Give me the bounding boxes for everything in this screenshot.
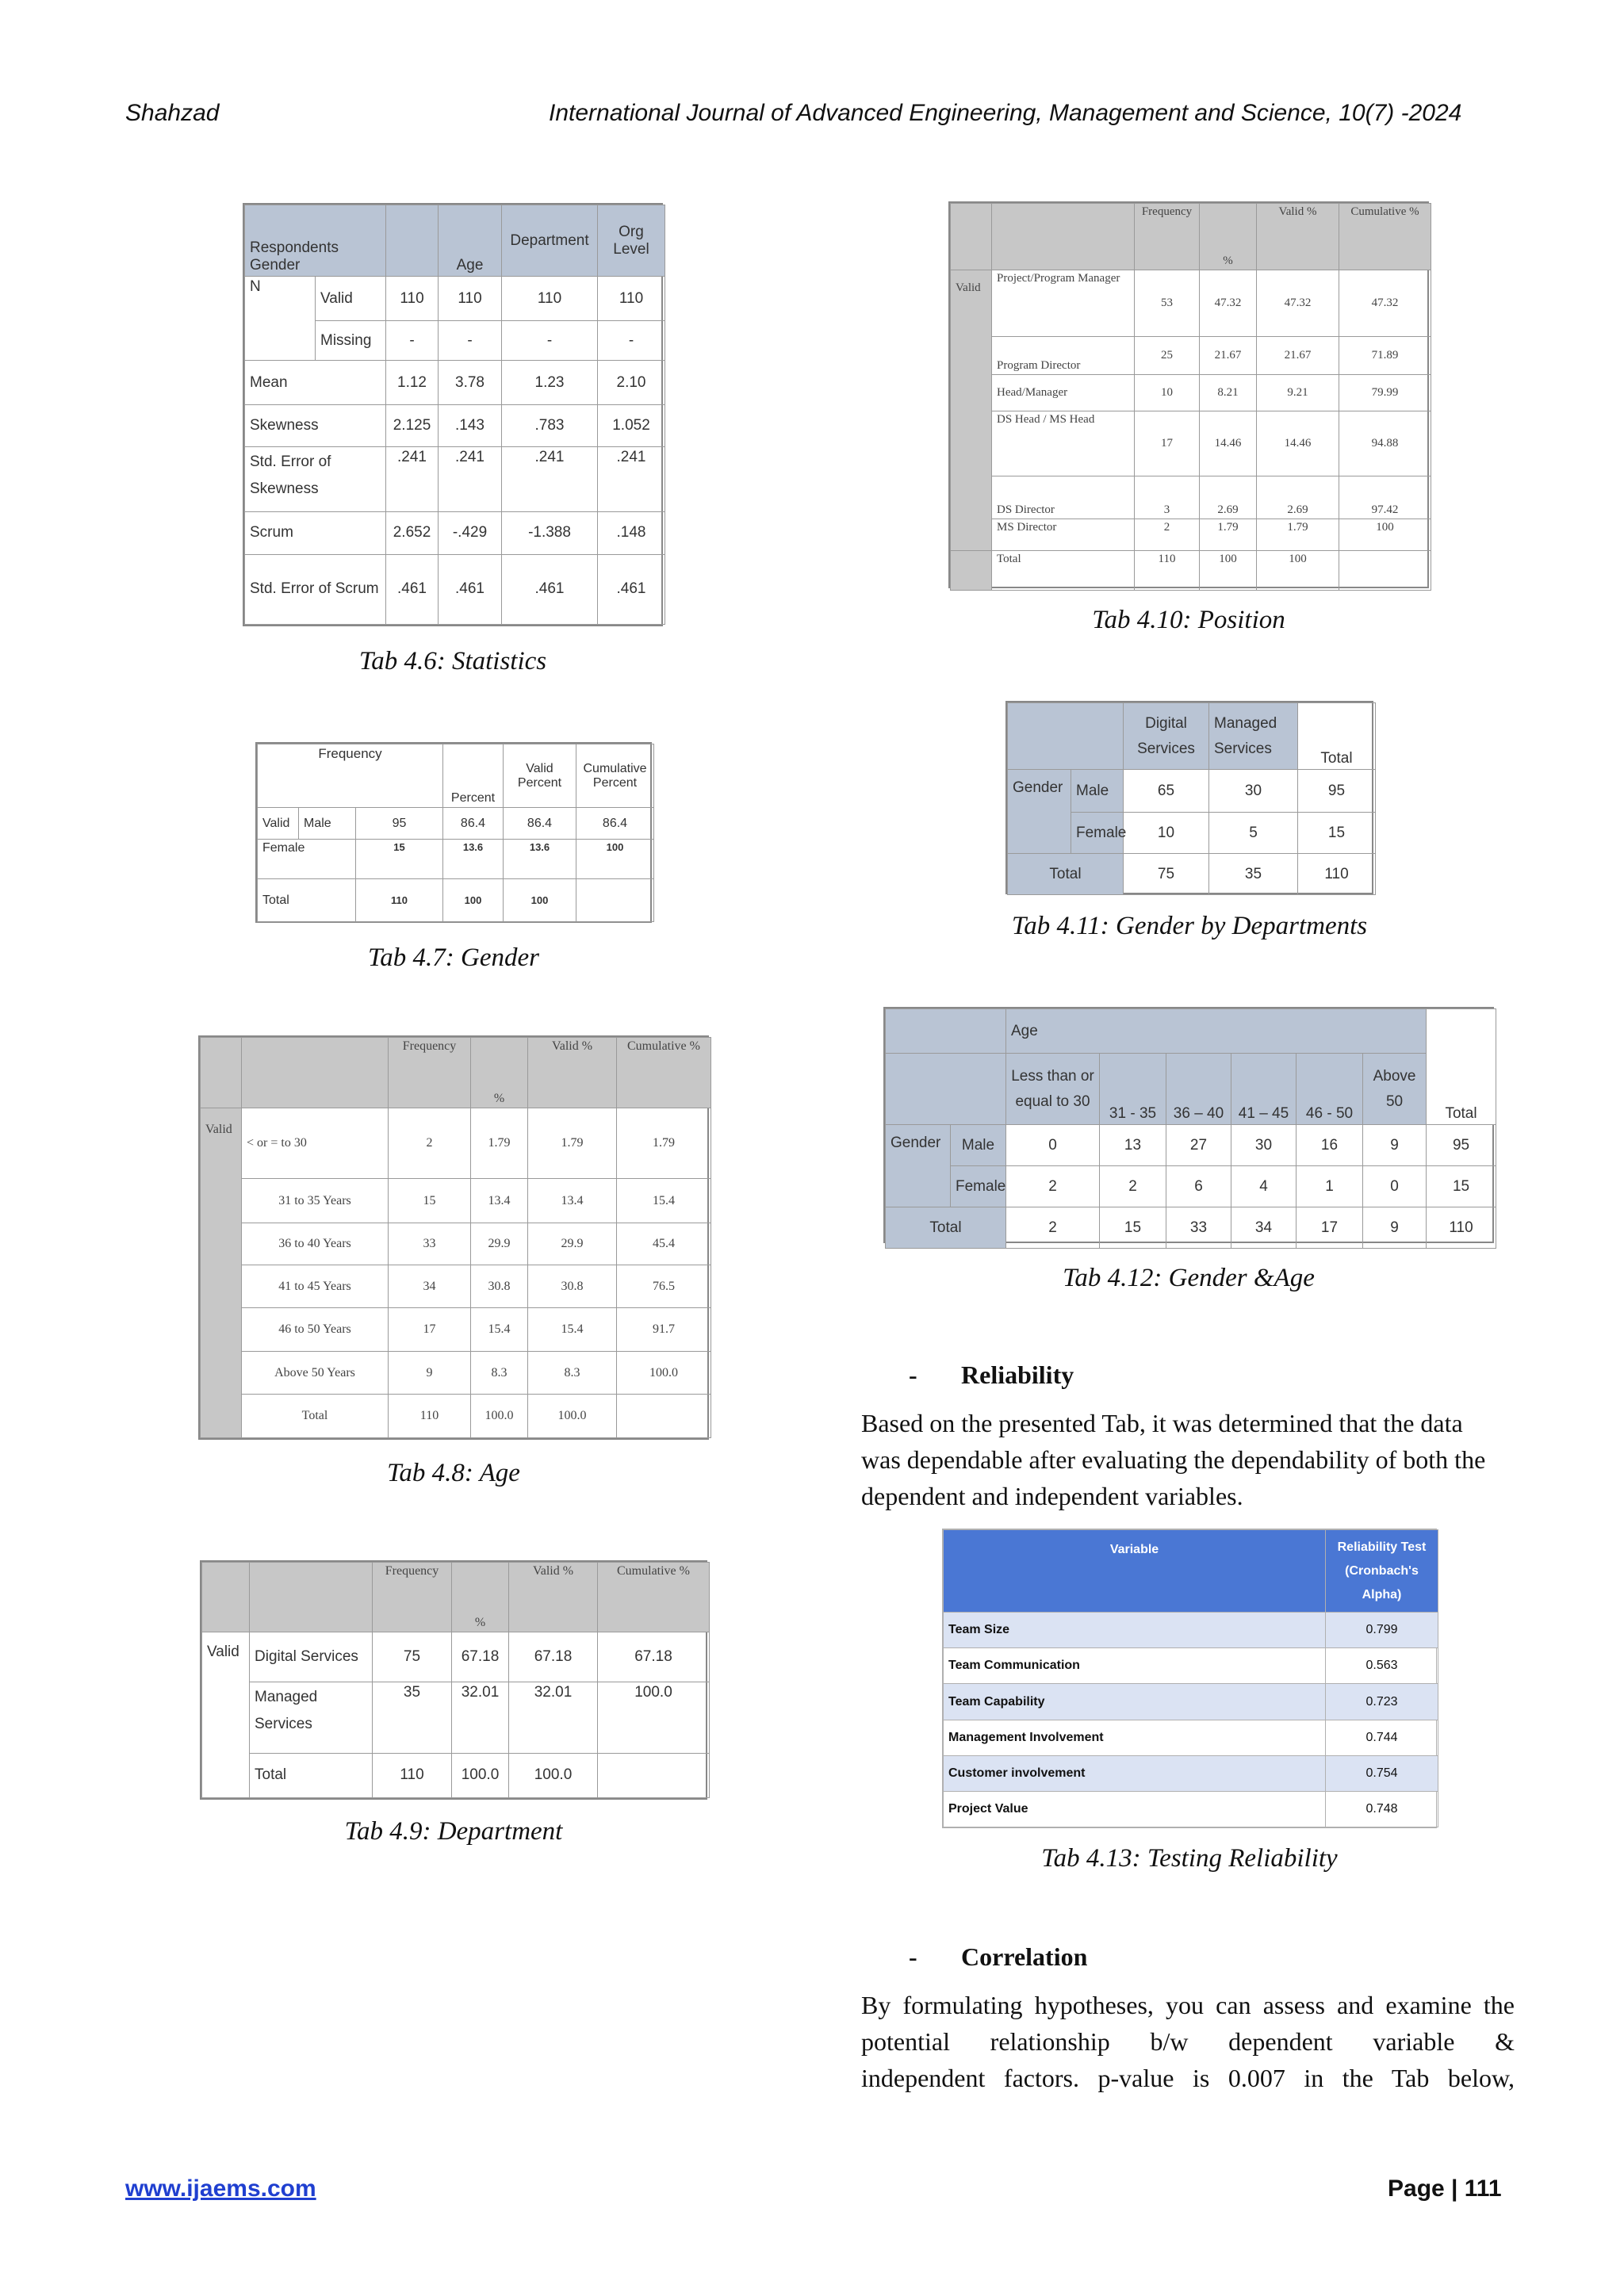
table-cell: .461: [386, 554, 439, 624]
row-label: Total: [886, 1207, 1006, 1249]
table-cell: 27: [1166, 1125, 1231, 1166]
table-cell: 10: [1124, 813, 1209, 854]
table-cell: 110: [502, 277, 598, 321]
gender-age-table: [883, 1007, 1494, 1243]
table-cell: 1.79: [1200, 519, 1257, 551]
table-cell: 13.6: [504, 840, 576, 879]
table-cell: 71.89: [1339, 337, 1431, 375]
header-percent: %: [1200, 204, 1257, 270]
table-cell: 15.4: [471, 1308, 528, 1352]
age-table: [198, 1035, 709, 1440]
table-cell: 1: [1297, 1166, 1363, 1207]
table-cell: 100.0: [471, 1395, 528, 1438]
table-cell: 67.18: [598, 1632, 710, 1682]
header-cumulative-percent: Cumulative %: [617, 1038, 711, 1108]
table-cell: 75: [373, 1632, 452, 1682]
table-cell: 2.125: [386, 405, 439, 446]
table-cell: 33: [1166, 1207, 1231, 1249]
table-cell: 13.4: [471, 1178, 528, 1223]
gender-label: Gender: [886, 1125, 951, 1207]
header-cumulative-percent: Cumulative %: [598, 1563, 710, 1632]
table-cell: 100.0: [617, 1351, 711, 1395]
row-label: Skewness: [245, 405, 386, 446]
table-cell: 0.723: [1326, 1684, 1438, 1720]
table-cell: 100.0: [528, 1395, 617, 1438]
table-cell: 15: [356, 840, 443, 879]
table-cell: .143: [439, 405, 502, 446]
row-label: Male: [1071, 770, 1124, 813]
table-cell: 14.46: [1200, 411, 1257, 476]
table-cell: 9: [1363, 1125, 1427, 1166]
table-cell: 33: [389, 1223, 471, 1265]
caption-tab-4-13: Tab 4.13: Testing Reliability: [1041, 1844, 1338, 1873]
table-cell: 110: [373, 1753, 452, 1797]
table-cell: 21.67: [1257, 337, 1339, 375]
row-label: Female: [1071, 813, 1124, 854]
table-cell: -: [439, 321, 502, 361]
table-cell: 17: [1135, 411, 1200, 476]
table-cell: 53: [1135, 270, 1200, 337]
table-cell: 1.79: [1257, 519, 1339, 551]
table-cell: 4: [1231, 1166, 1297, 1207]
table-cell: 1.052: [598, 405, 665, 446]
table-cell: 32.01: [452, 1682, 509, 1753]
table-cell: 86.4: [576, 808, 654, 840]
header-valid-percent: Valid Percent: [504, 744, 576, 808]
table-cell: 110: [389, 1395, 471, 1438]
row-label: Total: [258, 879, 356, 922]
table-cell: 47.32: [1200, 270, 1257, 337]
table-cell: 15: [1100, 1207, 1166, 1249]
table-cell: [1339, 551, 1431, 591]
header-age-41-45: 41 – 45: [1231, 1054, 1297, 1125]
valid-label: Valid: [258, 808, 299, 840]
table-cell: 34: [1231, 1207, 1297, 1249]
row-label: Digital Services: [250, 1632, 373, 1682]
reliability-heading: Reliability: [961, 1360, 1074, 1389]
table-cell: 97.42: [1339, 476, 1431, 519]
table-cell: 100.0: [452, 1753, 509, 1797]
row-label: Female: [258, 840, 356, 879]
table-cell: 1.79: [471, 1108, 528, 1178]
table-cell: 15: [1427, 1166, 1496, 1207]
table-cell: 0.563: [1326, 1648, 1438, 1684]
table-cell: 2: [1006, 1166, 1100, 1207]
table-cell: 1.79: [617, 1108, 711, 1178]
header-managed-services: Managed Services: [1209, 703, 1298, 770]
table-cell: .783: [502, 405, 598, 446]
table-cell: 14.46: [1257, 411, 1339, 476]
table-cell: 15.4: [528, 1308, 617, 1352]
table-cell: 2.69: [1257, 476, 1339, 519]
row-label: Program Director: [992, 337, 1135, 375]
header-percent: %: [452, 1563, 509, 1632]
table-cell: -: [598, 321, 665, 361]
table-cell: 13.4: [528, 1178, 617, 1223]
table-cell: 100: [1339, 519, 1431, 551]
missing-label: Missing: [316, 321, 386, 361]
valid-label: Valid: [202, 1632, 250, 1798]
row-label: Above 50 Years: [242, 1351, 389, 1395]
table-cell: 34: [389, 1265, 471, 1308]
row-label: Total: [992, 551, 1135, 591]
table-cell: 95: [356, 808, 443, 840]
table-cell: 75: [1124, 854, 1209, 895]
table-cell: 13.6: [443, 840, 504, 879]
table-cell: 13: [1100, 1125, 1166, 1166]
table-cell: 79.99: [1339, 375, 1431, 411]
correlation-line: By formulating hypotheses, you can assess and examine the: [861, 1991, 1515, 2019]
correlation-line: independent factors. p-value is 0.007 in the Tab below,: [861, 2064, 1515, 2092]
table-cell: .461: [598, 554, 665, 624]
row-label: Project/Program Manager: [992, 270, 1135, 337]
header-journal: International Journal of Advanced Engineering, Management and Science, 10(7) -2024: [549, 100, 1462, 126]
table-cell: 1.79: [528, 1108, 617, 1178]
table-cell: 100: [1200, 551, 1257, 591]
header-percent: %: [471, 1038, 528, 1108]
table-cell: 0.744: [1326, 1720, 1438, 1755]
row-label: DS Director: [992, 476, 1135, 519]
table-cell: 95: [1427, 1125, 1496, 1166]
header-department: Department: [502, 205, 598, 277]
valid-label: Valid: [201, 1108, 242, 1437]
header-valid-percent: Valid %: [528, 1038, 617, 1108]
table-cell: 3: [1135, 476, 1200, 519]
table-cell: 86.4: [504, 808, 576, 840]
table-cell: 1.12: [386, 361, 439, 405]
row-label: Team Communication: [944, 1648, 1326, 1684]
table-cell: 8.3: [528, 1351, 617, 1395]
caption-tab-4-11: Tab 4.11: Gender by Departments: [1011, 912, 1368, 940]
header-valid-percent: Valid %: [509, 1563, 598, 1632]
header-reliability-test: Reliability Test (Cronbach's Alpha): [1326, 1530, 1438, 1613]
caption-tab-4-9: Tab 4.9: Department: [344, 1817, 563, 1846]
gender-by-departments-table: [1005, 701, 1373, 894]
row-label: 41 to 45 Years: [242, 1265, 389, 1308]
table-cell: 16: [1297, 1125, 1363, 1166]
table-cell: 100: [576, 840, 654, 879]
table-cell: 110: [1427, 1207, 1496, 1249]
table-cell: -.429: [439, 511, 502, 554]
table-cell: 15.4: [617, 1178, 711, 1223]
table-cell: 94.88: [1339, 411, 1431, 476]
row-label: Team Capability: [944, 1684, 1326, 1720]
table-cell: 100.0: [509, 1753, 598, 1797]
header-total: Total: [1427, 1009, 1496, 1125]
table-cell: 15: [389, 1178, 471, 1223]
row-label: Total: [1008, 854, 1124, 895]
table-cell: 30.8: [528, 1265, 617, 1308]
row-label: Managed Services: [250, 1682, 373, 1753]
table-cell: 2: [1100, 1166, 1166, 1207]
correlation-dash: -: [909, 1942, 917, 1971]
table-cell: 2: [389, 1108, 471, 1178]
valid-label: Valid: [951, 270, 992, 551]
reliability-table: [942, 1529, 1437, 1828]
table-cell: 2: [1006, 1207, 1100, 1249]
table-cell: .241: [502, 446, 598, 511]
valid-label: Valid: [316, 277, 386, 321]
row-label: Team Size: [944, 1613, 1326, 1648]
header-age-above-50: Above 50: [1363, 1054, 1427, 1125]
table-cell: 65: [1124, 770, 1209, 813]
caption-tab-4-8: Tab 4.8: Age: [387, 1459, 520, 1487]
row-label: Head/Manager: [992, 375, 1135, 411]
row-label: Male: [299, 808, 356, 840]
caption-tab-4-6: Tab 4.6: Statistics: [358, 647, 547, 675]
header-respondents-gender: Respondents Gender: [245, 205, 386, 277]
table-cell: 10: [1135, 375, 1200, 411]
table-cell: 110: [386, 277, 439, 321]
header-frequency: Frequency: [389, 1038, 471, 1108]
table-cell: 110: [1298, 854, 1376, 895]
table-cell: -1.388: [502, 511, 598, 554]
table-cell: .241: [598, 446, 665, 511]
table-cell: 110: [439, 277, 502, 321]
header-percent: Percent: [443, 744, 504, 808]
row-label: Female: [951, 1166, 1006, 1207]
table-cell: 29.9: [471, 1223, 528, 1265]
table-cell: 100: [443, 879, 504, 922]
n-label: N: [245, 277, 316, 361]
header-variable: Variable: [944, 1530, 1326, 1613]
table-cell: 86.4: [443, 808, 504, 840]
row-label: Customer involvement: [944, 1755, 1326, 1791]
table-cell: 2.69: [1200, 476, 1257, 519]
table-cell: 32.01: [509, 1682, 598, 1753]
table-cell: 100: [1257, 551, 1339, 591]
table-cell: 3.78: [439, 361, 502, 405]
table-cell: .148: [598, 511, 665, 554]
row-label: DS Head / MS Head: [992, 411, 1135, 476]
table-cell: 100: [504, 879, 576, 922]
header-frequency: Frequency: [258, 744, 443, 808]
caption-tab-4-7: Tab 4.7: Gender: [367, 943, 540, 972]
table-cell: 76.5: [617, 1265, 711, 1308]
table-cell: 9: [1363, 1207, 1427, 1249]
table-cell: .461: [439, 554, 502, 624]
table-cell: [576, 879, 654, 922]
row-label: Management Involvement: [944, 1720, 1326, 1755]
header-frequency: Frequency: [373, 1563, 452, 1632]
table-cell: 2.10: [598, 361, 665, 405]
table-cell: 110: [1135, 551, 1200, 591]
correlation-text: [861, 1987, 1515, 2096]
gender-table: [255, 742, 652, 923]
row-label: Mean: [245, 361, 386, 405]
correlation-heading: Correlation: [961, 1942, 1088, 1971]
table-cell: 5: [1209, 813, 1298, 854]
table-cell: 30: [1231, 1125, 1297, 1166]
row-label: 36 to 40 Years: [242, 1223, 389, 1265]
table-cell: 35: [373, 1682, 452, 1753]
caption-tab-4-12: Tab 4.12: Gender &Age: [1063, 1264, 1315, 1292]
header-total: Total: [1298, 703, 1376, 770]
table-cell: 110: [598, 277, 665, 321]
age-label: Age: [1006, 1009, 1427, 1054]
table-cell: .241: [386, 446, 439, 511]
reliability-dash: -: [909, 1360, 917, 1389]
gender-label: Gender: [1008, 770, 1071, 854]
table-cell: .461: [502, 554, 598, 624]
table-cell: 17: [389, 1308, 471, 1352]
table-cell: 2: [1135, 519, 1200, 551]
table-cell: 47.32: [1257, 270, 1339, 337]
table-cell: 2.652: [386, 511, 439, 554]
table-cell: 110: [356, 879, 443, 922]
header-org-level: Org Level: [598, 205, 665, 277]
table-cell: 47.32: [1339, 270, 1431, 337]
table-cell: 9: [389, 1351, 471, 1395]
table-cell: 35: [1209, 854, 1298, 895]
table-cell: 30.8: [471, 1265, 528, 1308]
table-cell: 9.21: [1257, 375, 1339, 411]
caption-tab-4-10: Tab 4.10: Position: [1092, 606, 1285, 634]
header-digital-services: Digital Services: [1124, 703, 1209, 770]
page-number: Page | 111: [1388, 2175, 1502, 2202]
row-label: Std. Error of Skewness: [245, 446, 386, 511]
table-cell: 8.21: [1200, 375, 1257, 411]
table-cell: 67.18: [509, 1632, 598, 1682]
table-cell: 0: [1363, 1166, 1427, 1207]
header-cumulative-percent: Cumulative %: [1339, 204, 1431, 270]
table-cell: -: [386, 321, 439, 361]
header-age-36-40: 36 – 40: [1166, 1054, 1231, 1125]
table-cell: 6: [1166, 1166, 1231, 1207]
row-label: Scrum: [245, 511, 386, 554]
header-author: Shahzad: [125, 100, 220, 126]
row-label: Project Value: [944, 1791, 1326, 1827]
table-cell: 95: [1298, 770, 1376, 813]
row-label: Std. Error of Scrum: [245, 554, 386, 624]
table-cell: 91.7: [617, 1308, 711, 1352]
header-cumulative-percent: Cumulative Percent: [576, 744, 654, 808]
row-label: < or = to 30: [242, 1108, 389, 1178]
table-cell: .241: [439, 446, 502, 511]
table-cell: 45.4: [617, 1223, 711, 1265]
table-cell: 0.754: [1326, 1755, 1438, 1791]
header-age-31-35: 31 - 35: [1100, 1054, 1166, 1125]
table-cell: 0: [1006, 1125, 1100, 1166]
row-label: 46 to 50 Years: [242, 1308, 389, 1352]
table-cell: 0.799: [1326, 1613, 1438, 1648]
table-cell: 100.0: [598, 1682, 710, 1753]
table-cell: 30: [1209, 770, 1298, 813]
header-age: Age: [439, 205, 502, 277]
table-cell: 17: [1297, 1207, 1363, 1249]
row-label: MS Director: [992, 519, 1135, 551]
row-label: 31 to 35 Years: [242, 1178, 389, 1223]
header-age-46-50: 46 - 50: [1297, 1054, 1363, 1125]
journal-website-link[interactable]: www.ijaems.com: [125, 2175, 316, 2202]
table-cell: 25: [1135, 337, 1200, 375]
row-label: Male: [951, 1125, 1006, 1166]
table-cell: -: [502, 321, 598, 361]
table-cell: 21.67: [1200, 337, 1257, 375]
table-cell: 67.18: [452, 1632, 509, 1682]
table-cell: [617, 1395, 711, 1438]
reliability-text: Based on the presented Tab, it was determined that the data was dependable after evaluating the dependability of both the dependent and independent variables.: [861, 1409, 1486, 1510]
header-valid-percent: Valid %: [1257, 204, 1339, 270]
table-cell: 8.3: [471, 1351, 528, 1395]
row-label: Total: [250, 1753, 373, 1797]
position-table: [948, 201, 1429, 588]
table-cell: 1.23: [502, 361, 598, 405]
header-frequency: Frequency: [1135, 204, 1200, 270]
table-cell: 29.9: [528, 1223, 617, 1265]
department-table: [200, 1560, 707, 1800]
table-cell: [598, 1753, 710, 1797]
row-label: Total: [242, 1395, 389, 1438]
header-age-30-or-less: Less than or equal to 30: [1006, 1054, 1100, 1125]
statistics-table: [243, 203, 663, 626]
correlation-line: potential relationship b/w dependent variable &: [861, 2027, 1515, 2056]
table-cell: 0.748: [1326, 1791, 1438, 1827]
table-cell: 15: [1298, 813, 1376, 854]
